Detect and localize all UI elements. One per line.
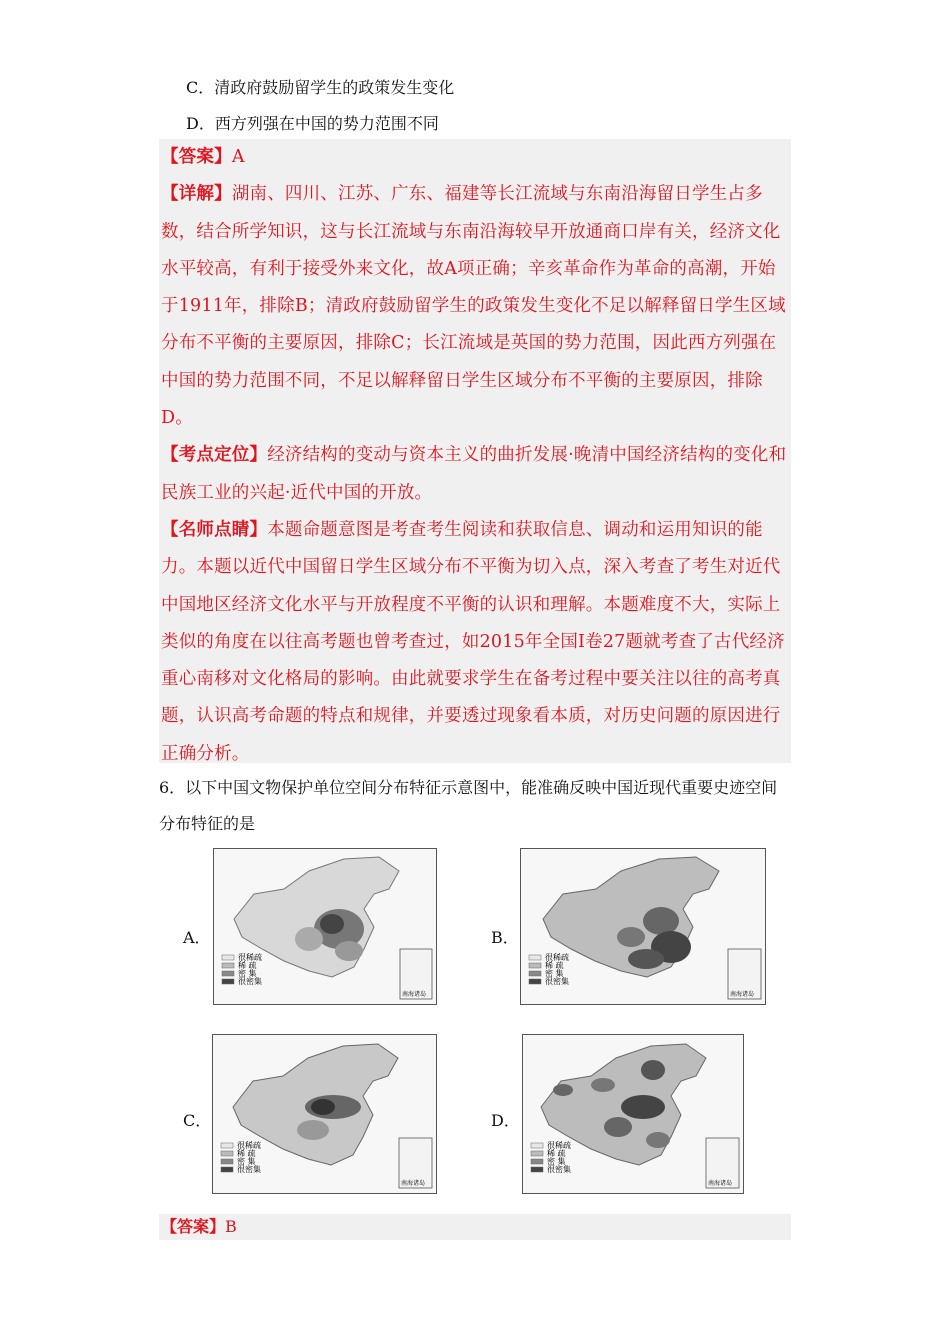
map-c-legend-3: 密 集: [237, 1157, 256, 1166]
option-d: D．西方列强在中国的势力范围不同: [186, 114, 439, 133]
answer-line: [161, 139, 789, 176]
detail-paragraph: [161, 176, 789, 437]
map-a-legend-4: 很密集: [238, 977, 262, 986]
map-d-inset-label: 南海诸岛: [708, 1180, 733, 1187]
map-d-legend-1: 很稀疏: [547, 1141, 571, 1150]
answer-tag: 【答案】: [161, 147, 232, 167]
mingshi-tag: 【名师点睛】: [161, 519, 268, 540]
map-d: [522, 1034, 744, 1194]
map-d-legend-4: 很密集: [547, 1165, 571, 1174]
detail-text: 湖南、四川、江苏、广东、福建等长江流域与东南沿海留日学生占多数，结合所学知识，这与长江流域与东南沿海较早开放通商口岸有关，经济文化水平较高，有利于接受外来文化，故A项正确；辛亥革命作为革命的高潮，开始于1911年，排除B；清政府鼓励留学生的政策发生变化不足以解释留日学生区域分布不平衡的主要原因，排除C；长江流域是英国的势力范围，因此西方列强在中国的势力范围不同，不足以解释留日学生区域分布不平衡的主要原因，排除D。: [161, 184, 786, 429]
option-b-label: B．: [491, 928, 519, 947]
map-b-legend-2: 稀 疏: [545, 961, 564, 970]
q6-answer-tag: 【答案】: [161, 1217, 226, 1236]
map-a-legend-2: 稀 疏: [238, 961, 257, 970]
map-a-legend-1: 很稀疏: [238, 953, 262, 962]
question-6-stem: 6．以下中国文物保护单位空间分布特征示意图中，能准确反映中国近现代重要史迹空间分布特征的是: [159, 778, 778, 833]
kaodian-tag: 【考点定位】: [161, 445, 268, 466]
q6-answer-block: [159, 1214, 791, 1240]
map-a-inset-label: 南海诸岛: [402, 991, 427, 998]
option-c: C．清政府鼓励留学生的政策发生变化: [186, 78, 455, 97]
mingshi-text: 本题命题意图是考查考生阅读和获取信息、调动和运用知识的能力。本题以近代中国留日学生区域分布不平衡为切入点，深入考查了考生对近代中国地区经济文化水平与开放程度不平衡的认识和理解。本题难度不大，实际上类似的角度在以往高考题也曾考查过，如2015年全国Ⅰ卷27题就考查了古代经济重心南移对文化格局的影响。由此就要求学生在备考过程中要关注以往的高考真题，认识高考命题的特点和规律，并要透过现象看本质，对历史问题的原因进行正确分析。: [161, 519, 785, 764]
map-c-legend-2: 稀 疏: [237, 1149, 256, 1158]
kaodian-paragraph: [161, 437, 789, 512]
map-b-inset-label: 南海诸岛: [730, 991, 755, 998]
mingshi-paragraph: [161, 512, 789, 773]
map-c-legend-4: 很密集: [237, 1165, 261, 1174]
option-a-label: A．: [183, 928, 211, 947]
map-c: [212, 1034, 437, 1194]
map-c-legend-1: 很稀疏: [237, 1141, 261, 1150]
option-c-label: C．: [183, 1111, 212, 1130]
map-b: [520, 848, 766, 1005]
map-c-inset-label: 南海诸岛: [401, 1180, 426, 1187]
option-d-label: D．: [491, 1111, 520, 1130]
map-b-legend-3: 密 集: [545, 969, 564, 978]
q6-answer-value: B: [225, 1217, 237, 1236]
kaodian-text: 经济结构的变动与资本主义的曲折发展·晚清中国经济结构的变化和民族工业的兴起·近代中国的开放。: [161, 445, 787, 503]
map-d-legend-2: 稀 疏: [547, 1149, 566, 1158]
map-b-legend-1: 很稀疏: [545, 953, 569, 962]
map-a-legend-3: 密 集: [238, 969, 257, 978]
map-d-legend-3: 密 集: [547, 1157, 566, 1166]
answer-value: A: [231, 147, 245, 167]
detail-tag: 【详解】: [161, 184, 232, 205]
map-b-legend-4: 很密集: [545, 977, 569, 986]
answer-explanation-block: [159, 139, 791, 763]
map-a: [213, 848, 437, 1005]
